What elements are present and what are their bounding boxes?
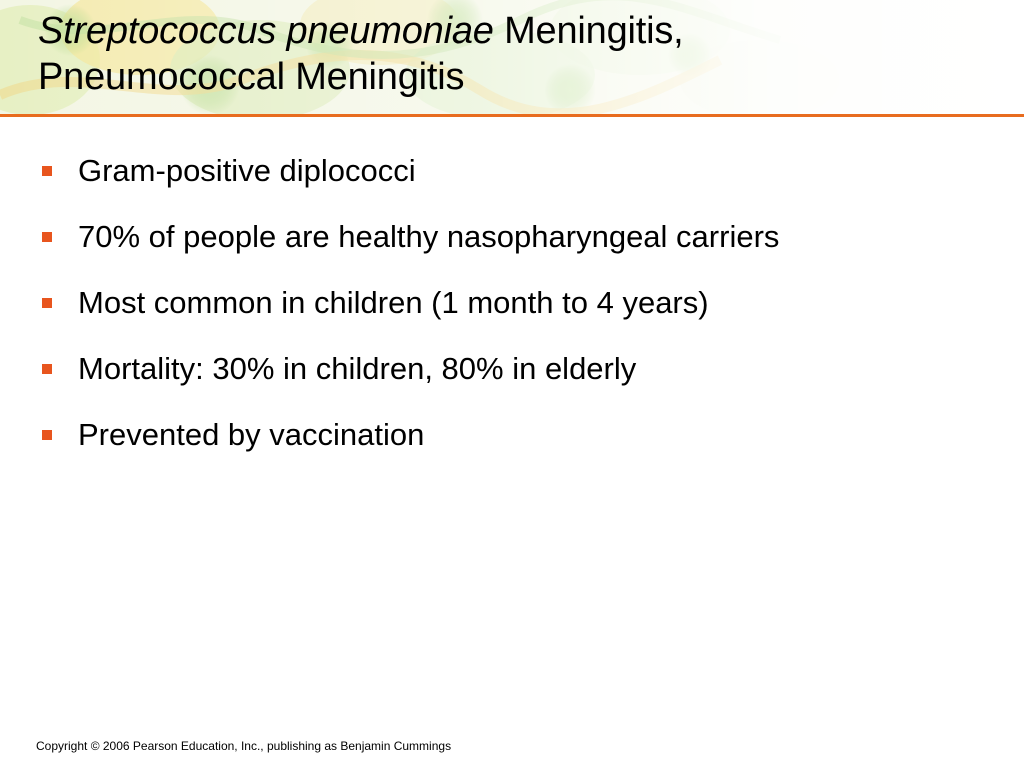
slide-title	[38, 8, 684, 100]
square-bullet-icon	[42, 298, 52, 308]
title-line1-rest: Meningitis,	[493, 10, 684, 52]
title-divider	[0, 114, 1024, 117]
bullet-text: 70% of people are healthy nasopharyngeal carriers	[78, 219, 780, 254]
title-line2: Pneumococcal Meningitis	[38, 56, 465, 98]
square-bullet-icon	[42, 364, 52, 374]
square-bullet-icon	[42, 232, 52, 242]
bullet-text: Prevented by vaccination	[78, 417, 425, 452]
title-species-name: Streptococcus pneumoniae	[38, 10, 494, 52]
square-bullet-icon	[42, 166, 52, 176]
bullet-text: Gram-positive diplococci	[78, 153, 416, 188]
square-bullet-icon	[42, 430, 52, 440]
bullet-text: Mortality: 30% in children, 80% in elderly	[78, 351, 637, 386]
bullet-text: Most common in children (1 month to 4 years)	[78, 285, 709, 320]
copyright-footer: Copyright © 2006 Pearson Education, Inc., publishing as Benjamin Cummings	[36, 739, 452, 753]
